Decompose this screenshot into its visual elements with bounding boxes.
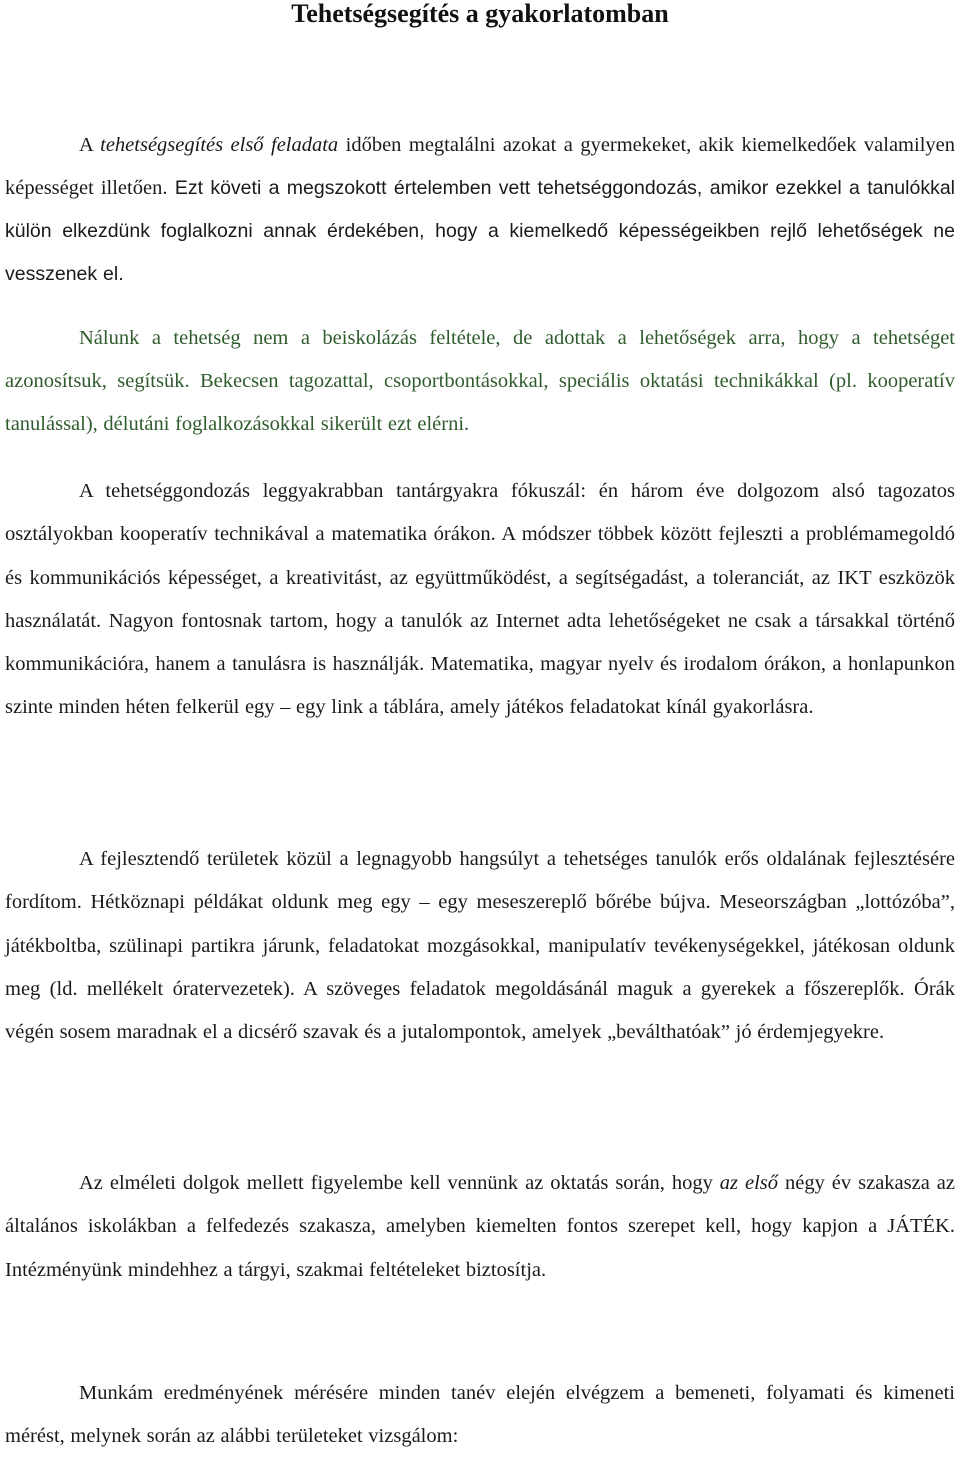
paragraph-intro-text-a: időben megtalálni azokat a gyermekeket, akik kiemelkedőek valamilyen képességet illetően. (5, 134, 955, 199)
document-page (5, 0, 956, 1447)
paragraph-school: Nálunk a tehetség nem a beiskolázás feltétele, de adottak a lehetőségek arra, hogy a tehetséget azonosítsuk, segítsük. Bekecsen tagozattal, csoportbontásokkal, speciális oktatási technikákkal (pl. kooperatív tanulással), délutáni foglalkozásokkal sikerült ezt elérni. (5, 327, 955, 435)
paragraph-theory-emphasis: az első (719, 1172, 779, 1194)
paragraph-theory-text: négy év szakasza az általános iskolákban a felfedezés szakasza, amelyben kiemelten fontos szerepet kell, hogy kapjon a JÁTÉK. Intézményünk mindehhez a tárgyi, szakmai feltételeket biztosítja. (5, 1172, 955, 1281)
paragraph-theory (5, 1162, 955, 1292)
paragraph-intro (5, 124, 955, 296)
paragraph-method: A tehetséggondozás leggyakrabban tantárgyakra fókuszál: én három éve dolgozom alsó tagozatos osztályokban kooperatív technikával a matematika órákon. A módszer többek között fejleszti a problémamegoldó és kommunikációs képességet, a kreativitást, az együttműködést, a segítségadást, a toleranciát, az IKT eszközök használatát. Nagyon fontosnak tartom, hogy a tanulók az Internet adta lehetőségeket ne csak a társakkal történő kommunikációra, hanem a tanulásra is használják. Matematika, magyar nyelv és irodalom órákon, a honlapunkon szinte minden héten felkerül egy – egy link a táblára, amely játékos feladatokat kínál gyakorlásra. (5, 480, 955, 719)
page-title: Tehetségsegítés a gyakorlatomban (291, 0, 669, 28)
paragraph-theory-lead: Az elméleti dolgok mellett figyelembe kell vennünk az oktatás során, hogy (79, 1172, 720, 1194)
paragraph-intro-lead: A (79, 134, 101, 156)
paragraph-measurement: Munkám eredményének mérésére minden tanév elején elvégzem a bemeneti, folyamati és kimeneti mérést, melynek során az alábbi területeket vizsgálom: (5, 1382, 955, 1447)
paragraph-development: A fejlesztendő területek közül a legnagyobb hangsúlyt a tehetséges tanulók erős oldalának fejlesztésére fordítom. Hétköznapi példákat oldunk meg egy – egy meseszereplő bőrébe bújva. Meseországban „lottózóba”, játékboltba, szülinapi partikra járunk, feladatokat mozgásokkal, manipulatív tevékenységekkel, játékosan oldunk meg (ld. mellékelt óratervezetek). A szöveges feladatok megoldásánál maguk a gyerekek a főszereplők. Órák végén sosem maradnak el a dicsérő szavak és a jutalompontok, amelyek „beválthatóak” jó érdemjegyekre. (5, 848, 955, 1044)
paragraph-intro-text-b: Ezt követi a megszokott értelemben vett tehetséggondozás, amikor ezekkel a tanulókkal külön elkezdünk foglalkozni annak érdekében, hogy a kiemelkedő képességeikben rejlő lehetőségek ne vesszenek el. (5, 177, 956, 285)
paragraph-intro-emphasis: tehetségsegítés első feladata (100, 134, 339, 156)
